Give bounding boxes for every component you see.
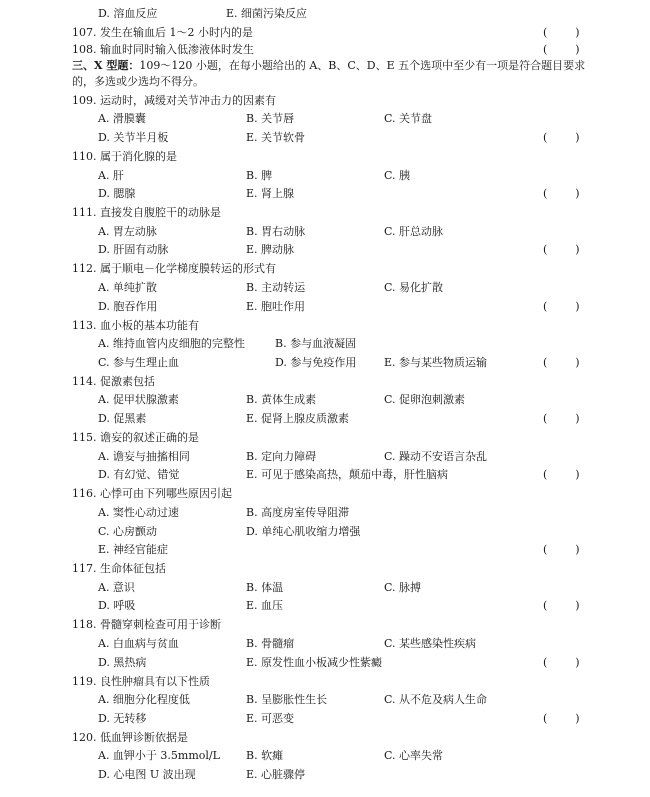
option-c: C. 促卵泡刺激素 xyxy=(384,393,466,406)
question-stem: 112. 属于顺电－化学梯度膜转运的形式有 xyxy=(72,262,276,275)
option-e: E. 原发性血小板减少性紫癜 xyxy=(246,656,383,669)
answer-paren: ( ) xyxy=(543,187,580,200)
option-d: D. 有幻觉、错觉 xyxy=(98,468,180,481)
option-d: D. 促黑素 xyxy=(98,412,147,425)
question-stem: 109. 运动时，减缓对关节冲击力的因素有 xyxy=(72,94,276,107)
question-stem: 114. 促激素包括 xyxy=(72,375,155,388)
answer-paren: ( ) xyxy=(543,243,580,256)
option-b: B. 呈膨胀性生长 xyxy=(246,693,328,706)
option-c: C. 参与生理止血 xyxy=(98,356,180,369)
answer-paren: ( ) xyxy=(543,26,580,39)
option-c: C. 胰 xyxy=(384,169,411,182)
option-c: C. 关节盘 xyxy=(384,112,433,125)
option-d: D. 溶血反应 xyxy=(98,7,158,20)
option-d: D. 无转移 xyxy=(98,712,147,725)
answer-paren: ( ) xyxy=(543,656,580,669)
option-d: D. 心电图 U 波出现 xyxy=(98,768,196,781)
option-b: B. 关节唇 xyxy=(246,112,295,125)
option-b: B. 参与血液凝固 xyxy=(275,337,357,350)
option-b: B. 软瘫 xyxy=(246,749,284,762)
question-stem: 120. 低血钾诊断依据是 xyxy=(72,731,188,744)
option-b: B. 定向力障碍 xyxy=(246,450,317,463)
option-a: A. 胃左动脉 xyxy=(98,225,157,238)
answer-paren: ( ) xyxy=(543,43,580,56)
option-c: C. 易化扩散 xyxy=(384,281,444,294)
option-e: E. 胞吐作用 xyxy=(246,300,306,313)
option-a: A. 意识 xyxy=(98,581,135,594)
answer-paren: ( ) xyxy=(543,412,580,425)
option-a: A. 白血病与贫血 xyxy=(98,637,179,650)
option-d: D. 腮腺 xyxy=(98,187,136,200)
option-b: B. 骨髓瘤 xyxy=(246,637,295,650)
option-a: A. 血钾小于 3.5mmol/L xyxy=(98,749,220,762)
question-stem: 110. 属于消化腺的是 xyxy=(72,150,177,163)
option-e: E. 肾上腺 xyxy=(246,187,295,200)
section-text: 109～120 小题，在每小题给出的 A、B、C、D、E 五个选项中至少有一项是符合题目要求 xyxy=(139,59,586,72)
option-a: A. 单纯扩散 xyxy=(98,281,157,294)
option-c: C. 肝总动脉 xyxy=(384,225,444,238)
option-a: A. 促甲状腺激素 xyxy=(98,393,179,406)
question-stem: 107. 发生在输血后 1～2 小时内的是 xyxy=(72,26,253,39)
question-stem: 111. 直接发自腹腔干的动脉是 xyxy=(72,206,221,219)
option-c: C. 躁动不安语言杂乱 xyxy=(384,450,488,463)
answer-paren: ( ) xyxy=(543,300,580,313)
option-b: B. 胃右动脉 xyxy=(246,225,306,238)
option-a: A. 肝 xyxy=(98,169,124,182)
option-c: C. 心房颤动 xyxy=(98,525,158,538)
option-c: C. 从不危及病人生命 xyxy=(384,693,488,706)
question-stem: 115. 谵妄的叙述正确的是 xyxy=(72,431,199,444)
question-stem: 118. 骨髓穿刺检查可用于诊断 xyxy=(72,618,221,631)
option-e: E. 细菌污染反应 xyxy=(226,7,308,20)
option-c: C. 某些感染性疾病 xyxy=(384,637,477,650)
option-e: E. 参与某些物质运输 xyxy=(384,356,488,369)
option-e: E. 神经官能症 xyxy=(98,543,169,556)
option-b: B. 黄体生成素 xyxy=(246,393,317,406)
option-d: D. 关节半月板 xyxy=(98,131,169,144)
option-d: D. 参与免疫作用 xyxy=(275,356,357,369)
section-text-continued: 的，多选或少选均不得分。 xyxy=(72,75,204,88)
option-e: E. 可恶变 xyxy=(246,712,295,725)
option-b: B. 高度房室传导阻滞 xyxy=(246,506,350,519)
option-d: D. 单纯心肌收缩力增强 xyxy=(246,525,361,538)
answer-paren: ( ) xyxy=(543,599,580,612)
option-a: A. 谵妄与抽搐相同 xyxy=(98,450,190,463)
option-e: E. 促肾上腺皮质激素 xyxy=(246,412,350,425)
question-stem: 113. 血小板的基本功能有 xyxy=(72,319,199,332)
question-stem: 117. 生命体征包括 xyxy=(72,562,166,575)
answer-paren: ( ) xyxy=(543,712,580,725)
option-b: B. 主动转运 xyxy=(246,281,306,294)
question-stem: 116. 心悸可由下列哪些原因引起 xyxy=(72,487,232,500)
answer-paren: ( ) xyxy=(543,468,580,481)
option-a: A. 细胞分化程度低 xyxy=(98,693,190,706)
option-e: E. 可见于感染高热，颠茄中毒，肝性脑病 xyxy=(246,468,449,481)
option-a: A. 窦性心动过速 xyxy=(98,506,179,519)
section-instructions xyxy=(72,58,585,74)
option-a: A. 滑膜囊 xyxy=(98,112,146,125)
question-stem: 108. 输血时同时输入低渗液体时发生 xyxy=(72,43,254,56)
option-b: B. 脾 xyxy=(246,169,273,182)
option-c: C. 心率失常 xyxy=(384,749,444,762)
answer-paren: ( ) xyxy=(543,131,580,144)
answer-paren: ( ) xyxy=(543,356,580,369)
option-e: E. 血压 xyxy=(246,599,284,612)
option-e: E. 脾动脉 xyxy=(246,243,295,256)
option-c: C. 脉搏 xyxy=(384,581,422,594)
option-e: E. 心脏骤停 xyxy=(246,768,306,781)
question-stem: 119. 良性肿瘤具有以下性质 xyxy=(72,675,210,688)
option-d: D. 肝固有动脉 xyxy=(98,243,169,256)
option-d: D. 黑热病 xyxy=(98,656,147,669)
option-d: D. 胞吞作用 xyxy=(98,300,158,313)
option-d: D. 呼吸 xyxy=(98,599,136,612)
option-a: A. 维持血管内皮细胞的完整性 xyxy=(98,337,245,350)
option-e: E. 关节软骨 xyxy=(246,131,306,144)
answer-paren: ( ) xyxy=(543,543,580,556)
section-label: 三、X 型题： xyxy=(72,59,140,72)
option-b: B. 体温 xyxy=(246,581,284,594)
